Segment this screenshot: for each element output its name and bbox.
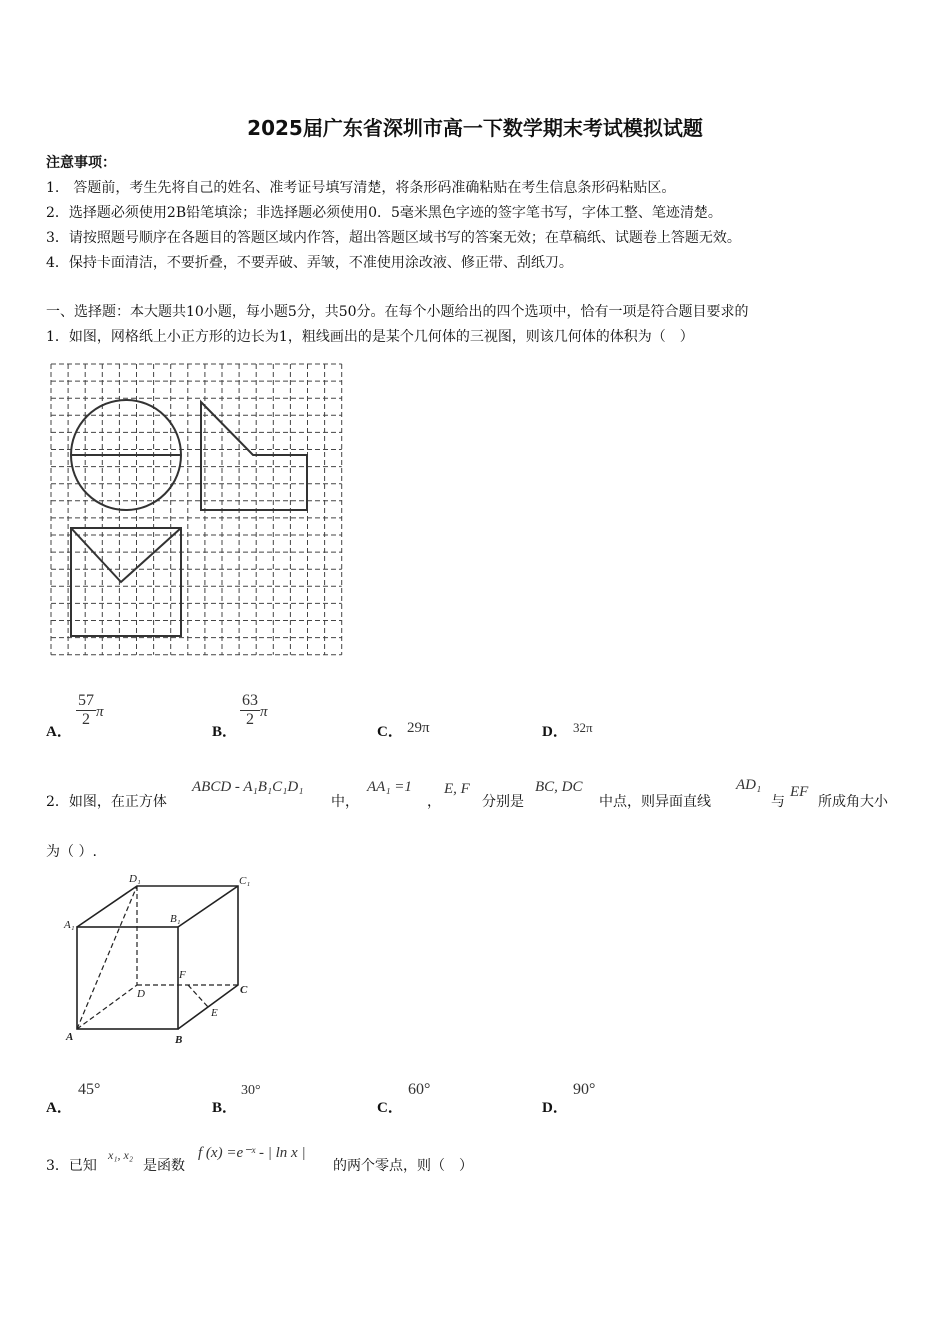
q1-b-pi: π [260,704,268,720]
notice-item-3: 3．请按照题号顺序在各题目的答题区域内作答，超出答题区域书写的答案无效；在草稿纸、试题卷上答题无效。 [46,230,741,246]
q2-option-b-value: 30° [241,1083,261,1098]
q2-text-2: 中， [331,794,359,810]
side-view-outline [201,402,307,510]
q1-b-denominator: 2 [246,711,254,728]
q1-option-b-value [240,692,268,729]
top-view-v [71,528,181,582]
q2-math-ad1: AD₁ [736,777,762,793]
q1-option-c-label: C． [377,724,403,740]
cube-front-face [77,927,178,1029]
q3-math-function: f (x) =e⁻ˣ - | ln x | [198,1145,306,1161]
q1-option-a-value [76,692,104,729]
q2-text-4: 分别是 [482,794,524,810]
label-c: C [240,984,248,996]
q1-option-d-label: D． [542,724,568,740]
q1-three-view-figure [48,362,350,658]
label-b: B [175,1034,183,1046]
q2-text-3: ， [427,794,441,810]
label-a1: A₁ [64,919,75,931]
q2-option-b-label: B． [212,1100,238,1116]
page-title: 2025届广东省深圳市高一下数学期末考试模拟试题 [247,116,703,140]
q1-stem: 1．如图，网格纸上小正方形的边长为1，粗线画出的是某个几何体的三视图，则该几何体的体积为（ ） [46,329,694,345]
notice-item-4: 4．保持卡面清洁，不要折叠，不要弄破、弄皱，不准使用涂改液、修正带、刮纸刀。 [46,255,573,271]
edge-ef [188,985,208,1007]
q1-option-b-label: B． [212,724,238,740]
label-c1: C₁ [239,875,251,887]
q2-math-aa1: AA₁ =1 [367,779,412,795]
q1-option-a-label: A． [46,724,72,740]
label-a: A [66,1031,74,1043]
label-f: F [179,969,186,981]
cube-edge-b1c1 [178,886,238,927]
notice-heading: 注意事项： [46,155,116,171]
q2-math-ef-2: EF [790,784,809,800]
q2-text-6: 与 [771,794,785,810]
q2-option-d-value: 90° [573,1081,596,1098]
q1-a-denominator: 2 [82,711,90,728]
q1-a-pi: π [96,704,104,720]
label-e: E [211,1007,218,1019]
label-b1: B₁ [170,913,181,925]
notice-item-1: 1. 答题前，考生先将自己的姓名、准考证号填写清楚，将条形码准确粘贴在考生信息条形码粘贴区。 [46,180,676,196]
label-d: D [137,988,145,1000]
q2-math-cube: ABCD - A₁B₁C₁D₁ [192,779,304,795]
q2-text-1: 2．如图，在正方体 [46,794,167,810]
q1-option-c-value: 29π [407,720,430,736]
top-view-square [71,528,181,636]
q2-text-5: 中点，则异面直线 [599,794,711,810]
q1-b-numerator: 63 [242,692,258,709]
q2-option-a-value: 45° [78,1081,101,1098]
q1-option-d-value: 32π [573,720,593,735]
q2-math-ef: E, F [444,781,470,797]
q2-option-d-label: D． [542,1100,568,1116]
q3-math-roots: x₁, x₂ [108,1148,133,1162]
q2-text-7: 所成角大小 [818,794,888,810]
label-d1: D₁ [129,873,141,885]
q2-option-c-label: C． [377,1100,403,1116]
q2-text-line2: 为（ ）. [46,844,97,860]
q2-option-a-label: A． [46,1100,72,1116]
q2-math-bc-dc: BC, DC [535,779,583,795]
q3-text-3: 的两个零点，则（ ） [333,1158,473,1174]
q3-text-2: 是函数 [143,1158,185,1174]
q1-a-numerator: 57 [78,692,94,709]
q3-text-1: 3．已知 [46,1158,97,1174]
q2-option-c-value: 60° [408,1081,431,1098]
edge-ad [77,985,137,1029]
q2-cube-figure [60,868,260,1050]
section-heading: 一、选择题：本大题共10小题，每小题5分，共50分。在每个小题给出的四个选项中，恰有一项是符合题目要求的 [46,304,749,320]
notice-item-2: 2．选择题必须使用2B铅笔填涂；非选择题必须使用0．5毫米黑色字迹的签字笔书写，字体工整、笔迹清楚。 [46,205,722,221]
